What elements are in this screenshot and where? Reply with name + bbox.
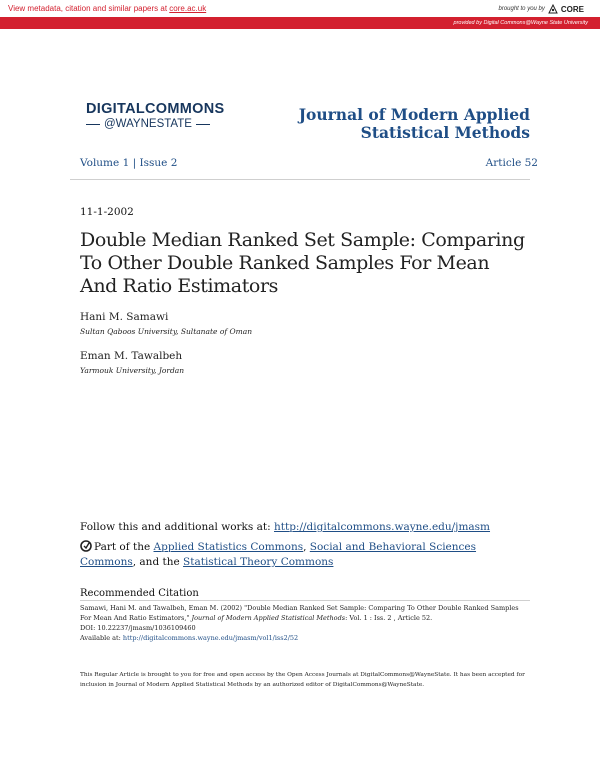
citation-doi: DOI: 10.22237/jmasm/1036109460	[80, 624, 196, 632]
logo-line2-text: @WAYNESTATE	[104, 118, 192, 130]
logo-line2	[86, 118, 224, 130]
volume-link[interactable]: Volume 1	[80, 157, 130, 169]
citation-text: Samawi, Hani M. and Tawalbeh, Eman M. (2002) "Double Median Ranked Set Sample: Comparing To Other Double Ranked Samples For Mean And Ratio Estimators,"	[80, 604, 519, 622]
open-access-icon	[80, 540, 92, 552]
social-sciences-link[interactable]: Social and Behavioral Sciences Commons	[80, 541, 477, 568]
citation-block	[80, 603, 530, 643]
paper-title: Double Median Ranked Set Sample: Comparing To Other Double Ranked Samples For Mean And Ratio Estimators	[80, 229, 525, 297]
brought-by	[499, 4, 585, 14]
logo-dash-left	[86, 124, 100, 125]
core-banner-text	[8, 4, 206, 13]
core-banner	[0, 0, 600, 17]
applied-statistics-link[interactable]: Applied Statistics Commons	[153, 541, 304, 553]
article-number[interactable]: Article 52	[485, 157, 538, 169]
brought-by-label: brought to you by	[498, 6, 545, 12]
citation-journal: Journal of Modern Applied Statistical Methods	[191, 614, 346, 622]
core-logo-icon	[548, 4, 558, 14]
author-name: Eman M. Tawalbeh	[80, 350, 183, 362]
footer-note: This Regular Article is brought to you for free and open access by the Open Access Journals at DigitalCommons@WayneState. It has been accepted for inclusion in Journal of Modern Applied Statistical Methods by an authorized editor of DigitalCommons@WayneState.	[80, 672, 525, 688]
follow-link[interactable]: http://digitalcommons.wayne.edu/jmasm	[274, 521, 491, 533]
core-link[interactable]: core.ac.uk	[169, 4, 207, 13]
digital-commons-logo[interactable]	[86, 101, 224, 130]
author-affiliation: Yarmouk University, Jordan	[80, 366, 185, 375]
part-of-sep1: ,	[303, 541, 310, 553]
author-name: Hani M. Samawi	[80, 311, 169, 323]
issue-link[interactable]: Issue 2	[139, 157, 178, 169]
core-logo-text[interactable]: CORE	[560, 4, 584, 14]
publication-date: 11-1-2002	[80, 206, 134, 218]
available-link[interactable]: http://digitalcommons.wayne.edu/jmasm/vol1/iss2/52	[122, 634, 299, 642]
part-of-label: Part of the	[94, 541, 154, 553]
journal-title[interactable]: Journal of Modern Applied Statistical Methods	[298, 105, 530, 142]
provided-by-text[interactable]: provided by Digital Commons@Wayne State University	[453, 20, 588, 26]
statistical-theory-link[interactable]: Statistical Theory Commons	[183, 556, 334, 568]
volume-issue	[80, 157, 177, 169]
available-label: Available at:	[80, 634, 123, 642]
follow-line	[80, 521, 490, 533]
part-of-sep2: , and the	[132, 556, 184, 568]
citation-divider	[80, 600, 530, 601]
logo-line1: DIGITALCOMMONS	[86, 101, 225, 117]
vol-issue-separator: |	[132, 157, 137, 169]
part-of-line	[80, 540, 530, 570]
logo-dash-right	[196, 124, 210, 125]
recommended-citation-heading: Recommended Citation	[80, 588, 199, 599]
author-affiliation: Sultan Qaboos University, Sultanate of Oman	[80, 327, 253, 336]
follow-label: Follow this and additional works at:	[80, 521, 274, 533]
citation-volume: : Vol. 1 : Iss. 2 , Article 52.	[345, 614, 433, 622]
header-divider	[70, 179, 530, 180]
core-banner-label: View metadata, citation and similar papers at	[8, 4, 170, 13]
provider-bar	[0, 17, 600, 29]
